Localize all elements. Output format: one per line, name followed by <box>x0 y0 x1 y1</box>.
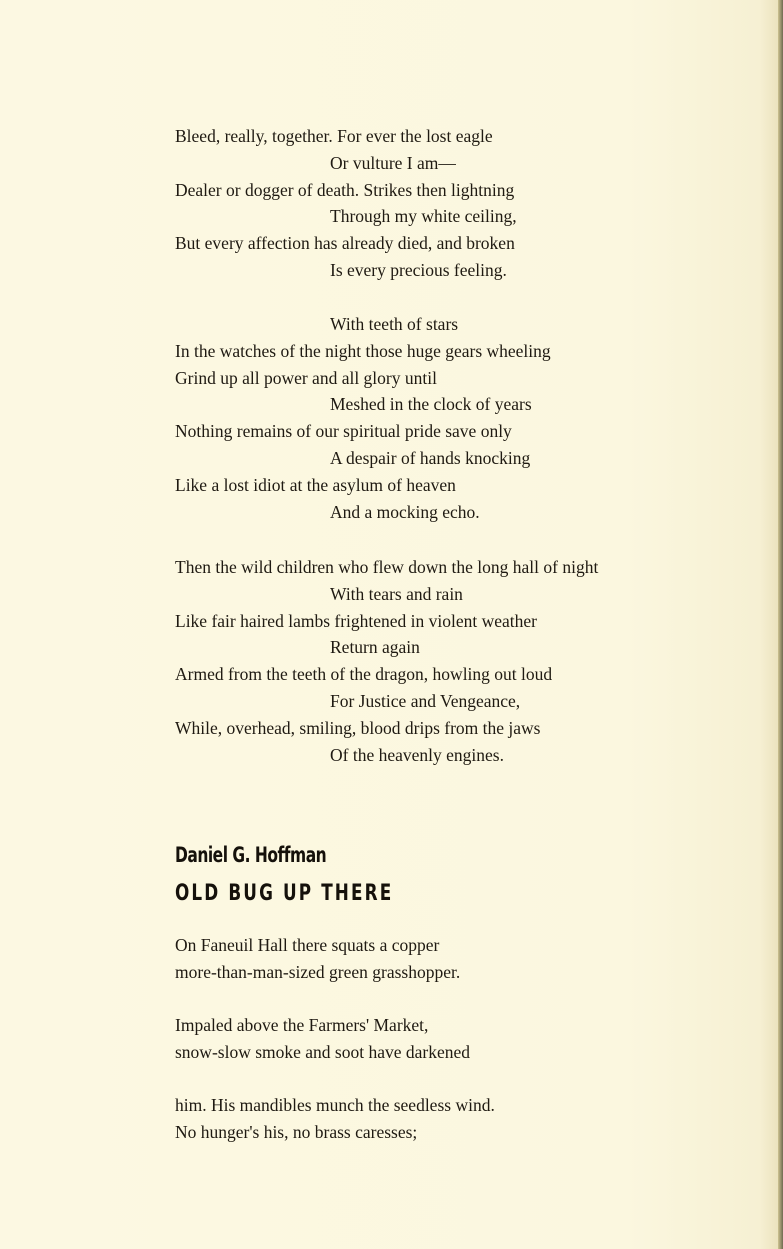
poem-line: And a mocking echo. <box>330 501 480 522</box>
poem-line: Return again <box>330 637 420 658</box>
poem-line: Or vulture I am— <box>330 152 456 173</box>
poem-line: But every affection has already died, and broken <box>175 233 515 254</box>
poem-line: While, overhead, smiling, blood drips from the jaws <box>175 717 541 738</box>
poem-stanza <box>175 932 755 986</box>
poem-line: For Justice and Vengeance, <box>330 690 521 711</box>
poem-line: Dealer or dogger of death. Strikes then lightning <box>175 179 515 200</box>
poem-line: Like fair haired lambs frightened in violent weather <box>175 610 538 631</box>
poem-line: Impaled above the Farmers' Market, <box>175 1015 429 1035</box>
poem-line: snow-slow smoke and soot have darkened <box>175 1042 471 1062</box>
poem-line: In the watches of the night those huge gears wheeling <box>175 340 551 361</box>
poem-stanza <box>175 554 755 768</box>
page-edge-shadow <box>778 0 783 1249</box>
poem-line: Armed from the teeth of the dragon, howling out loud <box>175 664 553 685</box>
author-name: Daniel G. Hoffman <box>175 843 327 867</box>
poem-line: Through my white ceiling, <box>330 206 517 227</box>
poem-line: Then the wild children who flew down the long hall of night <box>175 557 599 577</box>
poem-line: With teeth of stars <box>330 314 459 334</box>
poem-line: Bleed, really, together. For ever the lost eagle <box>175 126 493 146</box>
poem-line: Nothing remains of our spiritual pride save only <box>175 421 512 442</box>
poem-line: Meshed in the clock of years <box>330 394 532 415</box>
poem-title: OLD BUG UP THERE <box>175 881 394 906</box>
poem-line: No hunger's his, no brass caresses; <box>175 1122 418 1142</box>
poem-line: Grind up all power and all glory until <box>175 367 437 388</box>
poem-line: Of the heavenly engines. <box>330 744 504 765</box>
poem-stanza <box>175 1092 755 1146</box>
poem-stanza <box>175 1012 755 1066</box>
poem-stanza <box>175 123 755 284</box>
poem-line: him. His mandibles munch the seedless wind. <box>175 1095 495 1115</box>
poem-line: Like a lost idiot at the asylum of heaven <box>175 474 456 495</box>
poem-stanza <box>175 311 755 525</box>
poem-line: Is every precious feeling. <box>330 259 507 280</box>
poem-line: more-than-man-sized green grasshopper. <box>175 962 461 982</box>
poem-line: On Faneuil Hall there squats a copper <box>175 935 440 955</box>
poem-line: A despair of hands knocking <box>330 447 531 468</box>
poem-line: With tears and rain <box>330 583 463 604</box>
